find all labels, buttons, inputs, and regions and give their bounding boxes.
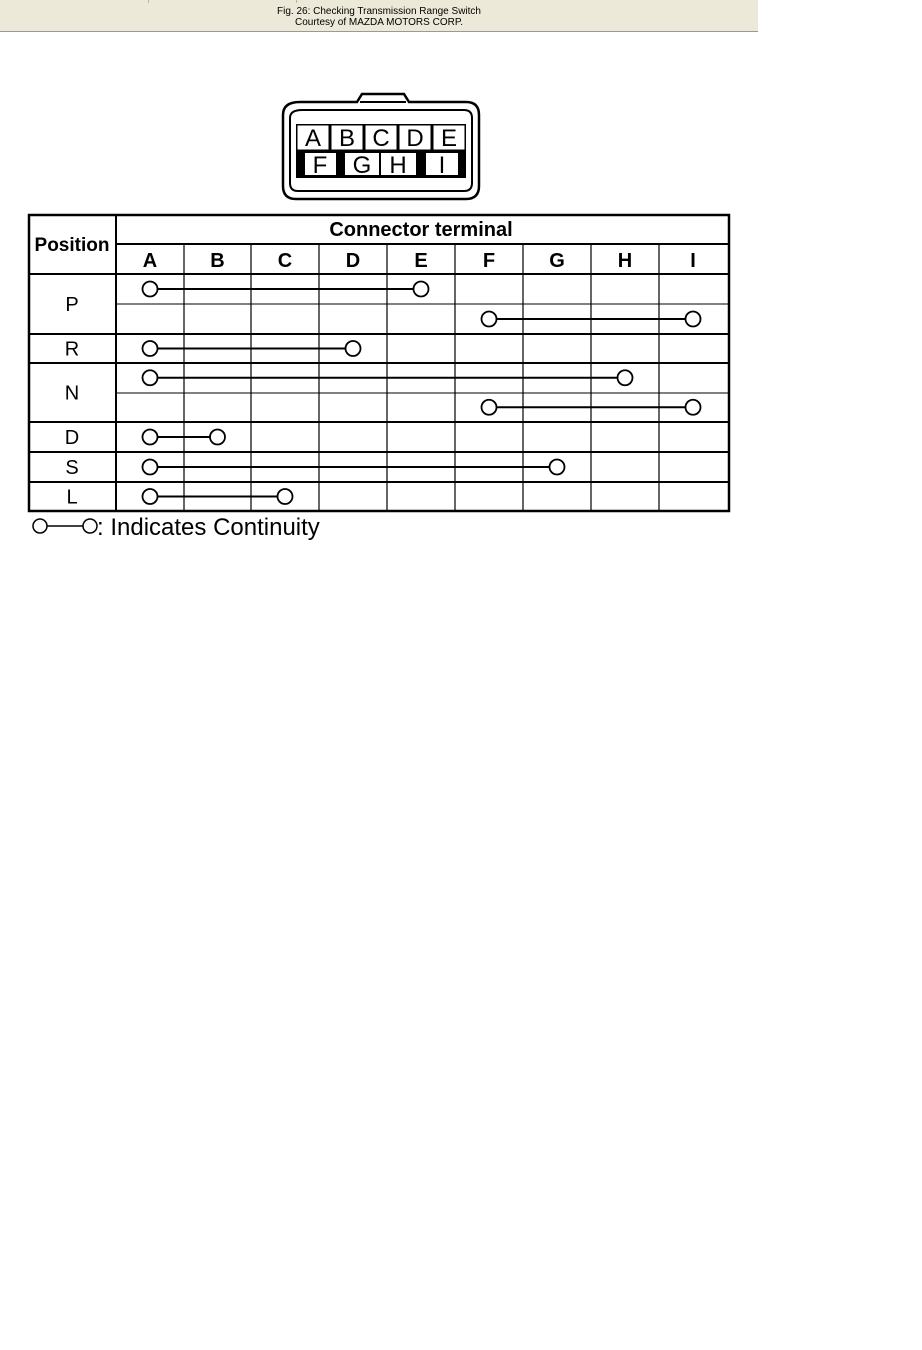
terminal-circle [482,400,497,415]
terminal-header: B [210,250,225,272]
terminal-header: E [414,250,428,272]
terminal-header: F [482,250,496,272]
position-label: L [66,486,78,509]
connector-pin-label: B [338,125,356,152]
terminal-circle [482,312,497,327]
terminal-header: G [549,250,565,272]
terminal-header: D [345,250,361,272]
connector-pin-label: G [352,152,372,179]
terminal-circle [143,460,158,475]
legend [33,514,320,541]
position-label: N [64,382,80,405]
connector-terminal-header: Connector terminal [329,219,513,241]
terminal-header: C [277,250,293,272]
connector-pin-label: H [389,152,407,179]
terminal-circle [143,282,158,297]
connector-pin-label: C [372,125,390,152]
position-label: R [64,338,80,361]
connector-pin-label: F [312,152,328,179]
position-label: S [65,457,79,479]
position-header: Position [34,235,110,256]
terminal-circle [143,489,158,504]
terminal-circle [143,341,158,356]
terminal-circle [278,489,293,504]
connector-pin-label: I [438,152,446,179]
legend-terminal-circle [83,519,97,533]
terminal-circle [414,282,429,297]
figure-title: Fig. 26: Checking Transmission Range Switch [277,6,481,17]
legend-text: : Indicates Continuity [97,514,320,541]
terminal-circle [143,430,158,445]
connector-pin-label: A [304,125,322,152]
terminal-circle [686,312,701,327]
position-label: D [64,427,80,449]
legend-terminal-circle [33,519,47,533]
terminal-circle [618,370,633,385]
terminal-circle [686,400,701,415]
connector-pin-label: E [440,125,458,152]
terminal-column-headers [143,250,696,272]
connector-pin-label: D [406,125,424,152]
terminal-circle [143,370,158,385]
terminal-circle [210,430,225,445]
terminal-circle [550,460,565,475]
terminal-header: H [617,250,633,272]
terminal-header: A [142,250,158,272]
figure-credit: Courtesy of MAZDA MOTORS CORP. [294,17,463,28]
table-headers [35,219,513,256]
terminal-header: I [690,250,696,272]
position-label: P [65,294,79,316]
terminal-circle [346,341,361,356]
position-labels [65,294,79,509]
